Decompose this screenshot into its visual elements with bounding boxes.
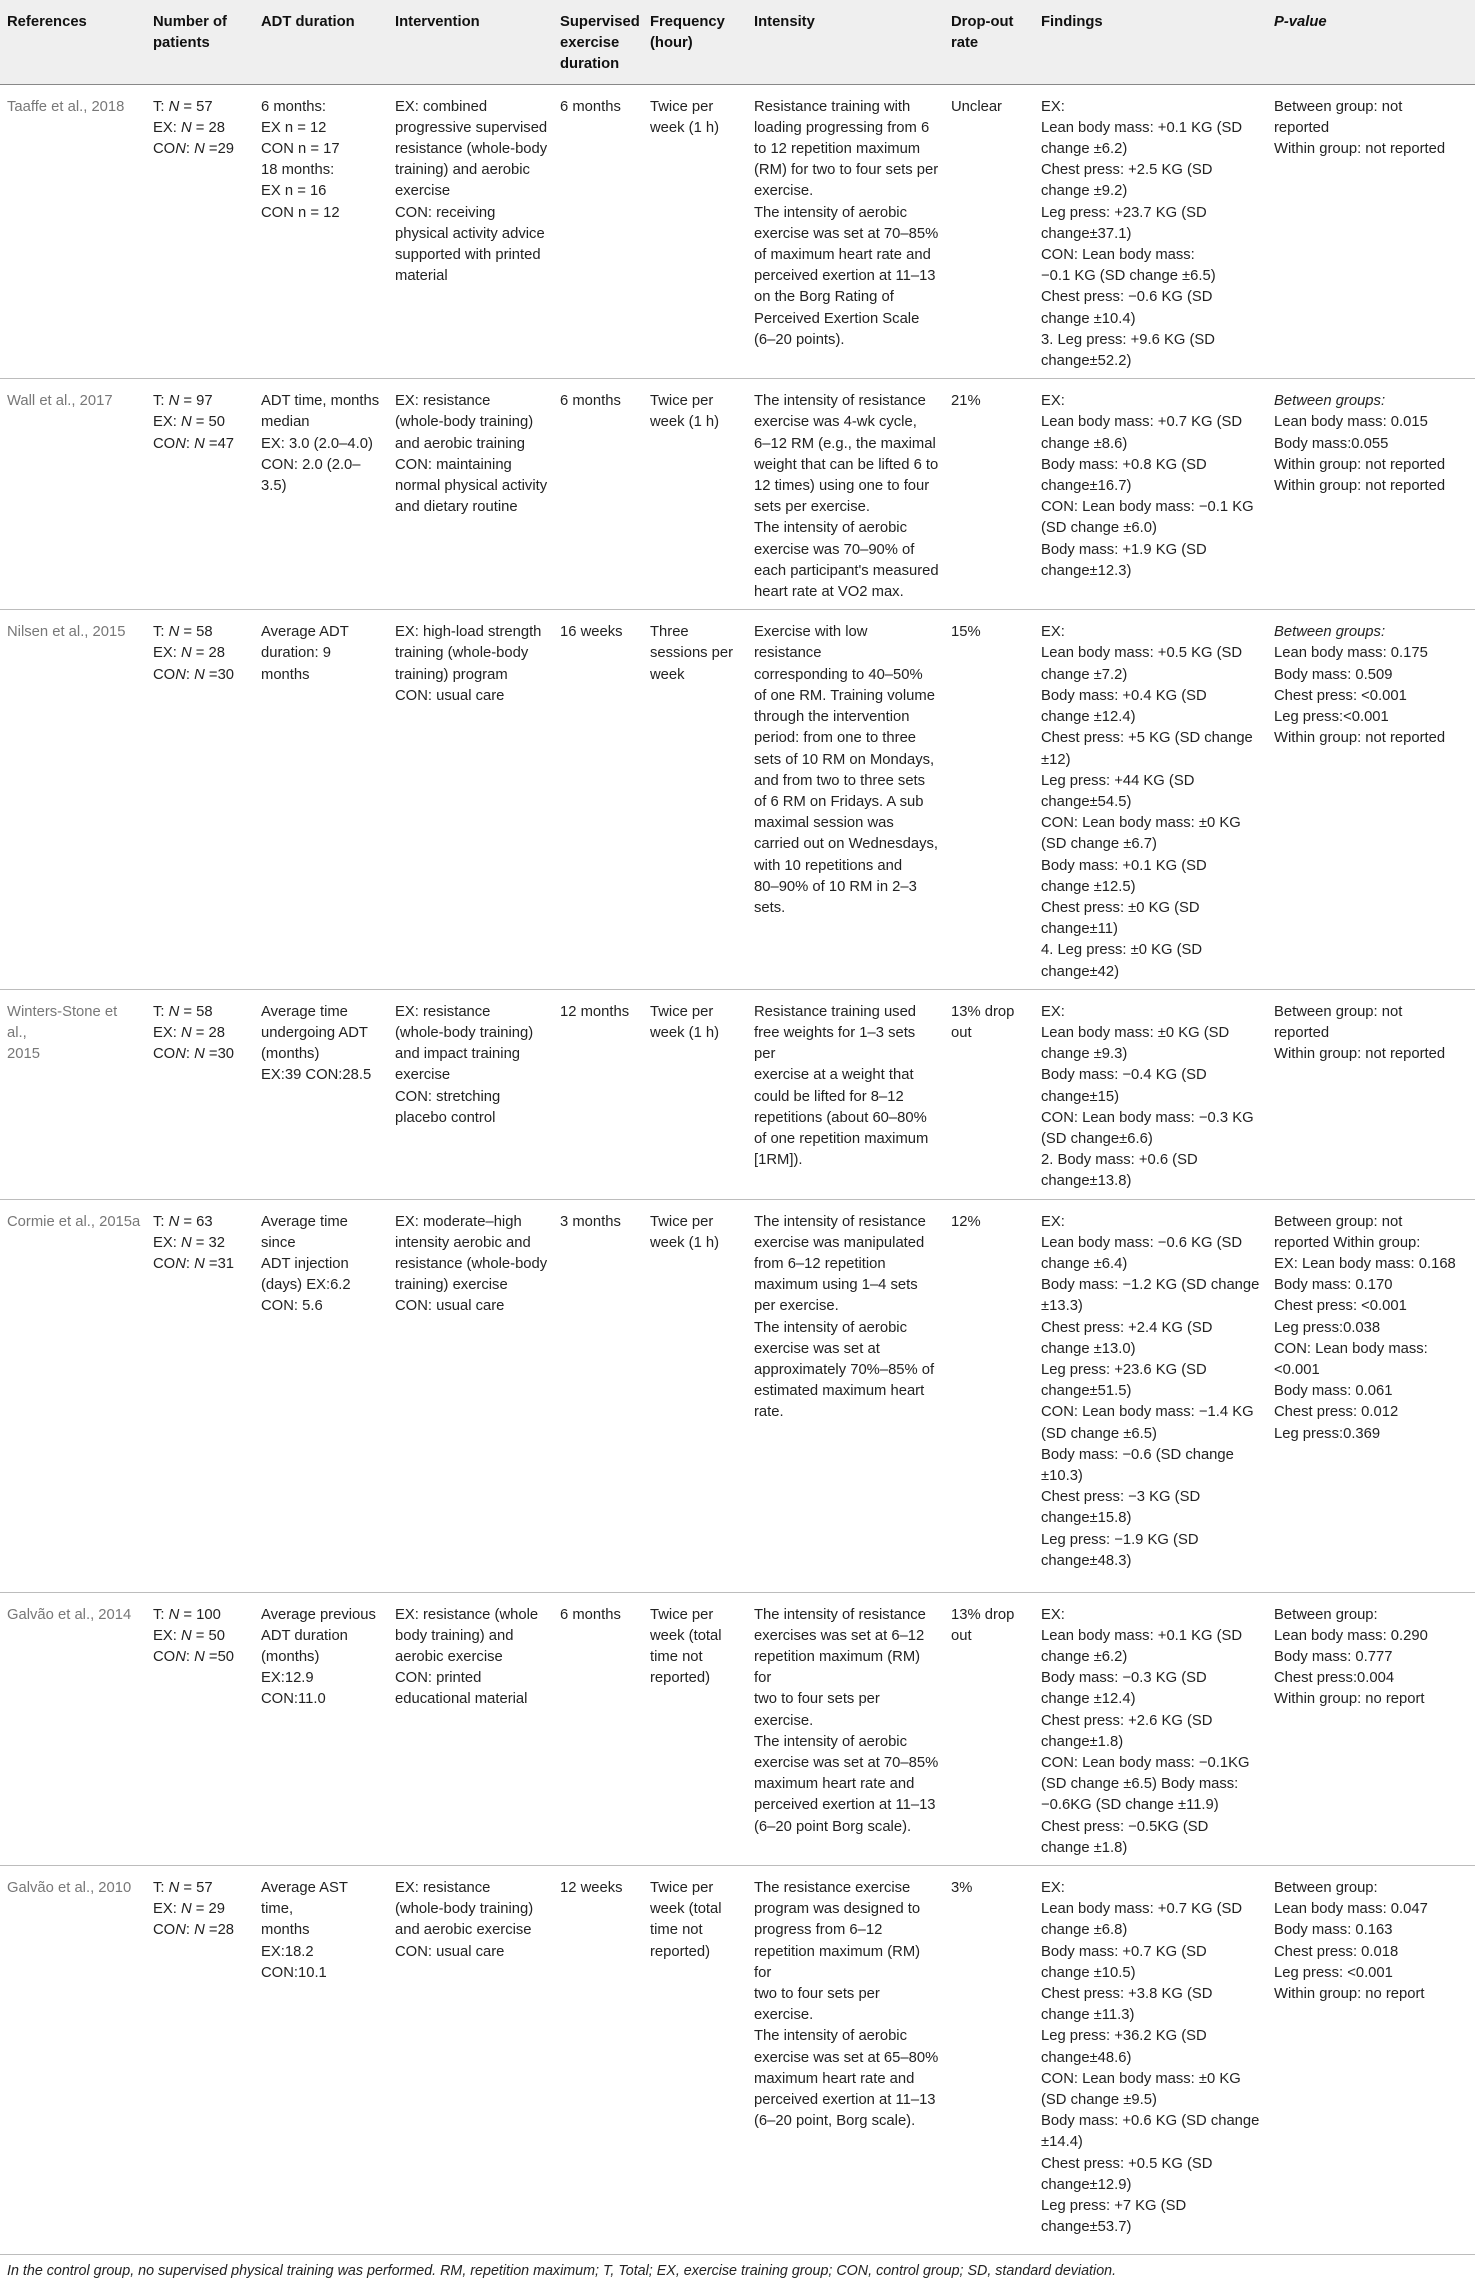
cell-supervised-duration: 3 months (553, 1199, 643, 1592)
cell-dropout: 13% drop out (944, 1592, 1034, 1865)
cell-reference: Wall et al., 2017 (0, 379, 146, 610)
cell-adt-duration: Average ADT duration: 9 months (254, 610, 388, 989)
cell-frequency: Twice per week (1 h) (643, 84, 747, 379)
cell-dropout: 12% (944, 1199, 1034, 1592)
cell-supervised-duration: 6 months (553, 1592, 643, 1865)
table-row (0, 1199, 1475, 1592)
table-row (0, 379, 1475, 610)
cell-reference: Nilsen et al., 2015 (0, 610, 146, 989)
table-row (0, 84, 1475, 379)
cell-intensity: Resistance training used free weights for 1–3 sets per exercise at a weight that could be lifted for 8–12 repetitions (about 60–80% of one repetition maximum [1RM]). (747, 989, 944, 1199)
cell-intervention: EX: high-load strength training (whole-body training) program CON: usual care (388, 610, 553, 989)
cell-frequency: Twice per week (total time not reported) (643, 1592, 747, 1865)
cell-findings: EX: Lean body mass: +0.1 KG (SD change ±6.2) Body mass: −0.3 KG (SD change ±12.4) Chest press: +2.6 KG (SD change±1.8) CON: Lean body mass: −0.1KG (SD change ±6.5) Body mass: −0.6KG (SD change ±11.9) Chest press: −0.5KG (SD change ±1.8) (1034, 1592, 1267, 1865)
cell-adt-duration: 6 months: EX n = 12 CON n = 17 18 months: EX n = 16 CON n = 12 (254, 84, 388, 379)
cell-intervention: EX: resistance (whole-body training) and impact training exercise CON: stretching placebo control (388, 989, 553, 1199)
cell-supervised-duration: 6 months (553, 379, 643, 610)
cell-adt-duration: Average previous ADT duration (months) EX:12.9 CON:11.0 (254, 1592, 388, 1865)
cell-intensity: The intensity of resistance exercise was manipulated from 6–12 repetition maximum using 1–4 sets per exercise. The intensity of aerobic exercise was set at approximately 70%–85% of estimated maximum heart rate. (747, 1199, 944, 1592)
cell-pvalue: Between group: not reported Within group: EX: Lean body mass: 0.168 Body mass: 0.170 Chest press: <0.001 Leg press:0.038 CON: Lean body mass: <0.001 Body mass: 0.061 Chest press: 0.012 Leg press:0.369 (1267, 1199, 1475, 1592)
cell-intensity: The intensity of resistance exercise was 4-wk cycle, 6–12 RM (e.g., the maximal weight that can be lifted 6 to 12 times) using one to four sets per exercise. The intensity of aerobic exercise was 70–90% of each participant's measured heart rate at VO2 max. (747, 379, 944, 610)
cell-pvalue: Between group: Lean body mass: 0.047 Body mass: 0.163 Chest press: 0.018 Leg press: <0.001 Within group: no report (1267, 1866, 1475, 2255)
col-header-findings: Findings (1034, 0, 1267, 84)
cell-intensity: Resistance training with loading progressing from 6 to 12 repetition maximum (RM) for two to four sets per exercise. The intensity of aerobic exercise was set at 70–85% of maximum heart rate and perceived exertion at 11–13 on the Borg Rating of Perceived Exertion Scale (6–20 points). (747, 84, 944, 379)
col-header-references: References (0, 0, 146, 84)
cell-intensity: The intensity of resistance exercises was set at 6–12 repetition maximum (RM) for two to four sets per exercise. The intensity of aerobic exercise was set at 70–85% maximum heart rate and perceived exertion at 11–13 (6–20 point Borg scale). (747, 1592, 944, 1865)
cell-supervised-duration: 6 months (553, 84, 643, 379)
cell-findings: EX: Lean body mass: +0.5 KG (SD change ±7.2) Body mass: +0.4 KG (SD change ±12.4) Chest press: +5 KG (SD change ±12) Leg press: +44 KG (SD change±54.5) CON: Lean body mass: ±0 KG (SD change ±6.7) Body mass: +0.1 KG (SD change ±12.5) Chest press: ±0 KG (SD change±11) 4. Leg press: ±0 KG (SD change±42) (1034, 610, 1267, 989)
cell-reference: Winters-Stone et al., 2015 (0, 989, 146, 1199)
cell-adt-duration: Average AST time, months EX:18.2 CON:10.1 (254, 1866, 388, 2255)
col-header-pvalue: P-value (1267, 0, 1475, 84)
col-header-adt-duration: ADT duration (254, 0, 388, 84)
cell-dropout: 13% drop out (944, 989, 1034, 1199)
col-header-supervised-duration: Supervised exercise duration (553, 0, 643, 84)
cell-patients: T: N = 97 EX: N = 50 CON: N =47 (146, 379, 254, 610)
cell-adt-duration: ADT time, months median EX: 3.0 (2.0–4.0) CON: 2.0 (2.0–3.5) (254, 379, 388, 610)
col-header-dropout: Drop-out rate (944, 0, 1034, 84)
cell-intensity: The resistance exercise program was designed to progress from 6–12 repetition maximum (RM) for two to four sets per exercise. The intensity of aerobic exercise was set at 65–80% maximum heart rate and perceived exertion at 11–13 (6–20 point, Borg scale). (747, 1866, 944, 2255)
cell-intensity: Exercise with low resistance corresponding to 40–50% of one RM. Training volume through the intervention period: from one to three sets of 10 RM on Mondays, and from two to three sets of 6 RM on Fridays. A sub maximal session was carried out on Wednesdays, with 10 repetitions and 80–90% of 10 RM in 2–3 sets. (747, 610, 944, 989)
cell-frequency: Twice per week (total time not reported) (643, 1866, 747, 2255)
header-row (0, 0, 1475, 84)
cell-intervention: EX: combined progressive supervised resistance (whole-body training) and aerobic exercise CON: receiving physical activity advice supported with printed material (388, 84, 553, 379)
cell-frequency: Three sessions per week (643, 610, 747, 989)
cell-intervention: EX: moderate–high intensity aerobic and resistance (whole-body training) exercise CON: usual care (388, 1199, 553, 1592)
cell-findings: EX: Lean body mass: +0.1 KG (SD change ±6.2) Chest press: +2.5 KG (SD change ±9.2) Leg press: +23.7 KG (SD change±37.1) CON: Lean body mass: −0.1 KG (SD change ±6.5) Chest press: −0.6 KG (SD change ±10.4) 3. Leg press: +9.6 KG (SD change±52.2) (1034, 84, 1267, 379)
cell-patients: T: N = 63 EX: N = 32 CON: N =31 (146, 1199, 254, 1592)
cell-supervised-duration: 16 weeks (553, 610, 643, 989)
cell-patients: T: N = 57 EX: N = 29 CON: N =28 (146, 1866, 254, 2255)
cell-pvalue: Between groups: Lean body mass: 0.175 Body mass: 0.509 Chest press: <0.001 Leg press:<0.001 Within group: not reported (1267, 610, 1475, 989)
cell-dropout: 3% (944, 1866, 1034, 2255)
cell-findings: EX: Lean body mass: ±0 KG (SD change ±9.3) Body mass: −0.4 KG (SD change±15) CON: Lean body mass: −0.3 KG (SD change±6.6) 2. Body mass: +0.6 (SD change±13.8) (1034, 989, 1267, 1199)
col-header-intensity: Intensity (747, 0, 944, 84)
cell-pvalue: Between group: not reported Within group: not reported (1267, 989, 1475, 1199)
cell-supervised-duration: 12 weeks (553, 1866, 643, 2255)
cell-adt-duration: Average time undergoing ADT (months) EX:39 CON:28.5 (254, 989, 388, 1199)
cell-pvalue: Between group: not reported Within group: not reported (1267, 84, 1475, 379)
cell-findings: EX: Lean body mass: +0.7 KG (SD change ±6.8) Body mass: +0.7 KG (SD change ±10.5) Chest press: +3.8 KG (SD change ±11.3) Leg press: +36.2 KG (SD change±48.6) CON: Lean body mass: ±0 KG (SD change ±9.5) Body mass: +0.6 KG (SD change ±14.4) Chest press: +0.5 KG (SD change±12.9) Leg press: +7 KG (SD change±53.7) (1034, 1866, 1267, 2255)
cell-patients: T: N = 58 EX: N = 28 CON: N =30 (146, 989, 254, 1199)
cell-frequency: Twice per week (1 h) (643, 989, 747, 1199)
table-row (0, 1592, 1475, 1865)
cell-adt-duration: Average time since ADT injection (days) EX:6.2 CON: 5.6 (254, 1199, 388, 1592)
cell-frequency: Twice per week (1 h) (643, 379, 747, 610)
cell-supervised-duration: 12 months (553, 989, 643, 1199)
table-footnote: In the control group, no supervised physical training was performed. RM, repetition maximum; T, Total; EX, exercise training group; CON, control group; SD, standard deviation. (7, 2263, 1117, 2279)
cell-frequency: Twice per week (1 h) (643, 1199, 747, 1592)
cell-intervention: EX: resistance (whole-body training) and aerobic exercise CON: usual care (388, 1866, 553, 2255)
col-header-patients: Number of patients (146, 0, 254, 84)
cell-patients: T: N = 100 EX: N = 50 CON: N =50 (146, 1592, 254, 1865)
cell-dropout: 15% (944, 610, 1034, 989)
cell-reference: Galvão et al., 2010 (0, 1866, 146, 2255)
cell-patients: T: N = 57 EX: N = 28 CON: N =29 (146, 84, 254, 379)
cell-patients: T: N = 58 EX: N = 28 CON: N =30 (146, 610, 254, 989)
table-row (0, 989, 1475, 1199)
cell-intervention: EX: resistance (whole-body training) and aerobic training CON: maintaining normal physical activity and dietary routine (388, 379, 553, 610)
cell-reference: Galvão et al., 2014 (0, 1592, 146, 1865)
col-header-intervention: Intervention (388, 0, 553, 84)
cell-reference: Cormie et al., 2015a (0, 1199, 146, 1592)
cell-intervention: EX: resistance (whole body training) and aerobic exercise CON: printed educational material (388, 1592, 553, 1865)
table-row (0, 1866, 1475, 2255)
table-row (0, 610, 1475, 989)
cell-pvalue: Between groups: Lean body mass: 0.015 Body mass:0.055 Within group: not reported Within group: not reported (1267, 379, 1475, 610)
cell-pvalue: Between group: Lean body mass: 0.290 Body mass: 0.777 Chest press:0.004 Within group: no report (1267, 1592, 1475, 1865)
cell-findings: EX: Lean body mass: +0.7 KG (SD change ±8.6) Body mass: +0.8 KG (SD change±16.7) CON: Lean body mass: −0.1 KG (SD change ±6.0) Body mass: +1.9 KG (SD change±12.3) (1034, 379, 1267, 610)
cell-findings: EX: Lean body mass: −0.6 KG (SD change ±6.4) Body mass: −1.2 KG (SD change ±13.3) Chest press: +2.4 KG (SD change ±13.0) Leg press: +23.6 KG (SD change±51.5) CON: Lean body mass: −1.4 KG (SD change ±6.5) Body mass: −0.6 (SD change ±10.3) Chest press: −3 KG (SD change±15.8) Leg press: −1.9 KG (SD change±48.3) (1034, 1199, 1267, 1592)
col-header-frequency: Frequency (hour) (643, 0, 747, 84)
cell-reference: Taaffe et al., 2018 (0, 84, 146, 379)
cell-dropout: Unclear (944, 84, 1034, 379)
cell-dropout: 21% (944, 379, 1034, 610)
